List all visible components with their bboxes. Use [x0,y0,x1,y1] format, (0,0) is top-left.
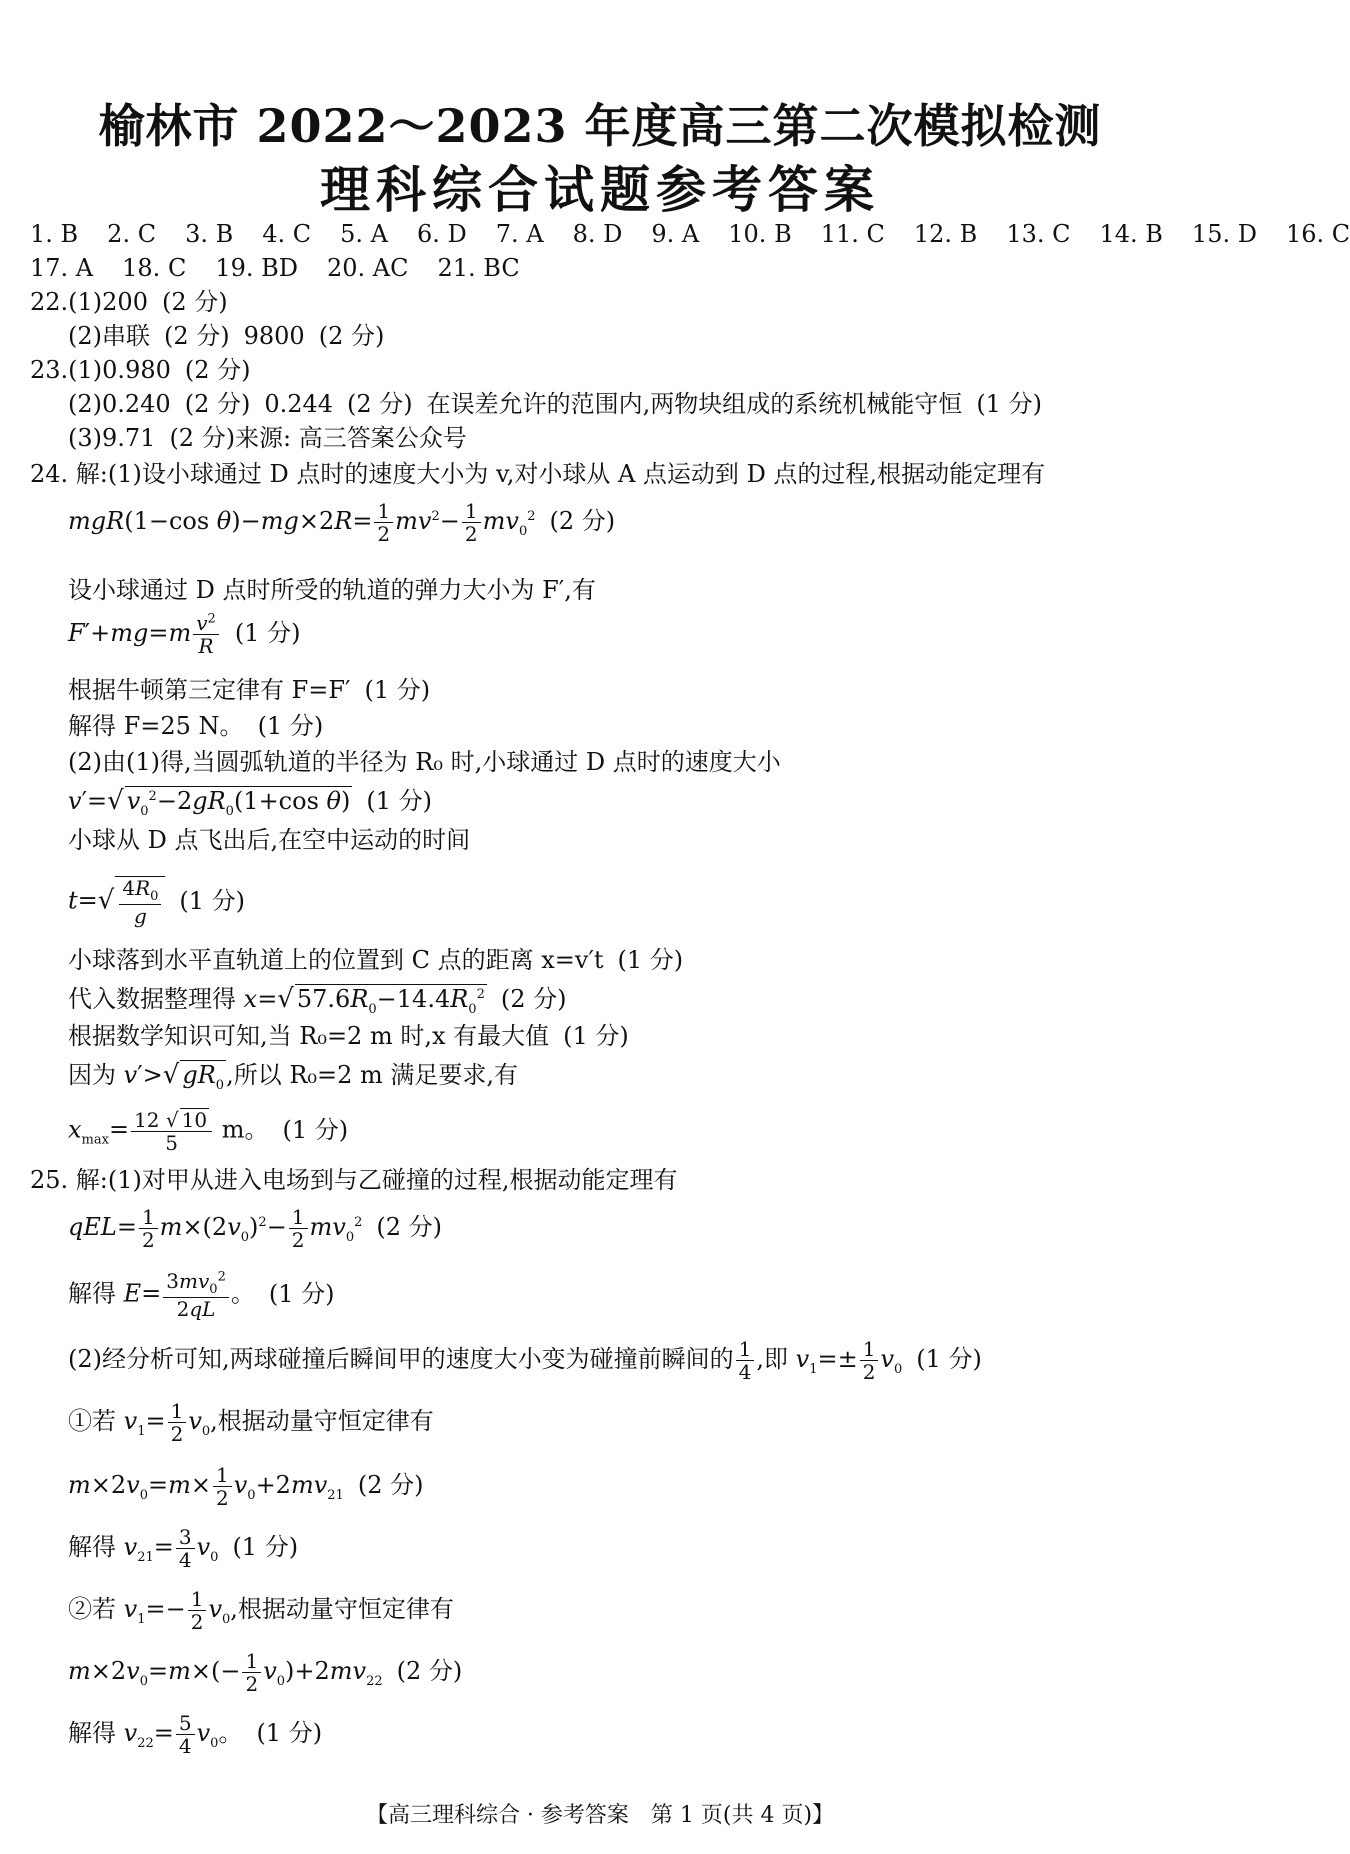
points: (2 分) [347,390,413,418]
q24-newton-text: 根据牛顿第三定律有 F=F′ [68,676,351,704]
fraction: $\frac{1}{2}$ [462,500,481,545]
source-note: 来源: 高三答案公众号 [235,424,467,452]
q24-distance-expression: 代入数据整理得 x=√ $57.6R_0-14.4R_0^2$ (2 分) [68,984,567,1017]
choice-answers-row-1 [30,220,1350,249]
q23-answer-2a: (2)0.240 [68,390,171,418]
q24-distance-text: 小球落到水平直轨道上的位置到 C 点的距离 x=v′t [68,946,604,974]
q25-case1-momentum: $m\times 2v_0=m\times$ $\frac{1}{2}$ $v_0+2mv_{21}$ (2 分) [68,1463,424,1510]
q25-solve-text: 解得 [68,1533,116,1561]
fraction: $\frac{1}{2}$ [139,1206,158,1251]
q24-condition: 因为 v′>√ $gR_0$,所以 R₀=2 m 满足要求,有 [68,1060,519,1093]
points: (2 分) [500,985,567,1013]
fraction: $\frac{v^2}{R}$ [193,612,219,657]
q23-conclusion: 在误差允许的范围内,两物块组成的系统机械能守恒 [426,390,963,418]
q24-because: 因为 [68,1061,116,1089]
fraction: $\frac{1}{2}$ [374,500,393,545]
q22-answer-1: 22.(1)200 [30,288,148,316]
points: (1 分) [364,676,431,704]
q24-velocity-equation: v′=√ $v_0^2-2gR_0(1+\cos$ θ) (1 分) [68,786,432,819]
exam-title: 榆林市 2022～2023 年度高三第二次模拟检测 [98,99,1102,153]
q24-substitution-text: 代入数据整理得 [68,985,236,1013]
q25-that-is: ,即 [756,1345,788,1373]
q25-intro: 25. 解:(1)对甲从进入电场到与乙碰撞的过程,根据动能定理有 [30,1166,678,1194]
points: (1 分) [268,1279,335,1308]
q24-newton-third [68,676,430,705]
fraction: $\frac{5}{4}$ [176,1712,195,1757]
points: (2 分) [184,356,251,384]
q23-answer-3: (3)9.71 [68,424,156,452]
q25-solve-text: 解得 [68,1279,116,1308]
q24-force-equation: F′+mg=m $\frac{v^2}{R}$ (1 分) [68,611,301,658]
q24-maximum-text: 根据数学知识可知,当 R₀=2 m 时,x 有最大值 [68,1022,550,1050]
q24-energy-equation: mgR(1−cos θ)−mg×2R= $\frac{1}{2}$ $mv^2-$ $\frac{1}{2}$ $mv_0^2$ (2 分) [68,499,616,546]
fraction: $\frac{3}{4}$ [176,1526,195,1571]
q23-part2 [68,390,1042,419]
fraction: $\frac{1}{4}$ [736,1338,755,1383]
q22-answer-2b: 9800 [243,322,305,350]
points: (2 分) [184,390,251,418]
q24-maximum [68,1022,629,1051]
choice-answer: 21. BC [437,254,520,282]
choice-answer: 19. BD [215,254,298,282]
q23-part3 [68,424,467,453]
q25-part2-intro: (2)经分析可知,两球碰撞后瞬间甲的速度大小变为碰撞前瞬间的 $\frac{1}{4}$ ,即 $v_1=\pm$ $\frac{1}{2}$ $v_0$ (1 分) [68,1337,982,1384]
q24-normal-force-setup: 设小球通过 D 点时所受的轨道的弹力大小为 F′,有 [68,576,596,604]
choice-answer: 3. B [185,220,234,248]
q23-answer-2b: 0.244 [264,390,334,418]
points: (1 分) [234,619,301,647]
fraction: $\frac{4R_0}{g}$ [119,877,161,927]
points: (2 分) [376,1213,443,1241]
q23-part1 [30,356,251,385]
q23-answer-1: 23.(1)0.980 [30,356,171,384]
q24-condition-text: ,所以 R₀=2 m 满足要求,有 [226,1061,519,1089]
points: (2 分) [318,322,385,350]
choice-answer: 6. D [416,220,467,248]
points: (2 分) [396,1657,463,1685]
points: (2 分) [357,1471,424,1499]
fraction: $\frac{1}{2}$ [242,1650,261,1695]
choice-answer: 9. A [651,220,700,248]
q25-case1-text: ,根据动量守恒定律有 [210,1407,434,1435]
points: (2 分) [169,424,236,452]
q25-field-result: 解得 E= $\frac{3mv_0^2}{2qL}$ 。 (1 分) [68,1269,335,1322]
q24-result-text: 解得 F=25 N。 [68,712,244,740]
q24-time-equation: t=√ $\frac{4R_0}{g}$ (1 分) [68,876,246,929]
points: (1 分) [282,1115,349,1144]
q24-flight-time-intro: 小球从 D 点飞出后,在空中运动的时间 [68,826,471,854]
choice-answer: 8. D [572,220,623,248]
choice-answer: 7. A [495,220,544,248]
points: (2 分) [549,507,616,535]
q25-case1-result: 解得 $v_{21}=$ $\frac{3}{4}$ $v_0$ (1 分) [68,1525,299,1572]
fraction: $\frac{1}{2}$ [289,1206,308,1251]
fraction: $\frac{1}{2}$ [213,1464,232,1509]
choice-answer: 15. D [1191,220,1257,248]
q24-max-distance: $x_{max}=$ $\frac{12 √ 10}{5}$ m。 (1 分) [68,1108,349,1155]
document-subtitle: 理科综合试题参考答案 [320,160,880,219]
points: (2 分) [164,322,230,350]
points: (1 分) [617,946,684,974]
points: (1 分) [256,1719,323,1747]
points: (1 分) [257,712,324,740]
points: (1 分) [366,787,432,815]
choice-answer: 12. B [913,220,978,248]
choice-answers-row-2 [30,254,549,283]
choice-answer: 1. B [30,220,79,248]
choice-answer: 4. C [262,220,312,248]
q22-part1 [30,288,228,317]
fraction: $\frac{1}{2}$ [168,1400,187,1445]
choice-answer: 18. C [122,254,187,282]
q22-answer-2: (2)串联 [68,322,150,350]
points: (1 分) [232,1533,299,1561]
choice-answer: 11. C [820,220,885,248]
q25-case2-label: ②若 [68,1595,116,1623]
fraction: $\frac{12 √ 10}{5}$ [131,1108,212,1154]
q25-case2-text: ,根据动量守恒定律有 [230,1595,454,1623]
unit: m。 [221,1115,269,1144]
choice-answer: 14. B [1099,220,1163,248]
q25-case1: ①若 $v_1=$ $\frac{1}{2}$ $v_0$,根据动量守恒定律有 [68,1399,434,1446]
q25-analysis-text: (2)经分析可知,两球碰撞后瞬间甲的速度大小变为碰撞前瞬间的 [68,1345,734,1373]
points: (1 分) [179,886,246,915]
fraction: $\frac{3mv_0^2}{2qL}$ [163,1270,229,1320]
fraction: $\frac{1}{2}$ [188,1588,207,1633]
choice-answer: 20. AC [327,254,409,282]
page-footer: 【高三理科综合 · 参考答案 第 1 页(共 4 页)】 [365,1803,835,1828]
points: (1 分) [563,1022,629,1050]
points: (1 分) [976,390,1042,418]
q24-intro: 24. 解:(1)设小球通过 D 点时的速度大小为 v,对小球从 A 点运动到 D 点的过程,根据动能定理有 [30,460,1046,488]
q25-solve-text: 解得 [68,1719,116,1747]
choice-answer: 17. A [30,254,94,282]
choice-answer: 13. C [1006,220,1071,248]
q25-case2: ②若 $v_1=-$ $\frac{1}{2}$ $v_0$,根据动量守恒定律有 [68,1587,454,1634]
q22-part2 [68,322,384,351]
choice-answer: 16. C [1285,220,1350,248]
q25-energy-equation: qEL= $\frac{1}{2}$ $m\times(2v_0)^2-$ $\frac{1}{2}$ $mv_0^2$ (2 分) [68,1205,443,1252]
choice-answer: 2. C [107,220,157,248]
q25-case2-momentum: $m\times 2v_0=m\times(-$ $\frac{1}{2}$ $v_0)+2mv_{22}$ (2 分) [68,1649,463,1696]
points: (2 分) [161,288,228,316]
q25-case1-label: ①若 [68,1407,116,1435]
q24-distance [68,946,683,975]
choice-answer: 5. A [340,220,388,248]
q24-part2-intro: (2)由(1)得,当圆弧轨道的半径为 R₀ 时,小球通过 D 点时的速度大小 [68,748,781,776]
q25-case2-result: 解得 $v_{22}=$ $\frac{5}{4}$ $v_0$。 (1 分) [68,1711,323,1758]
fraction: $\frac{1}{2}$ [860,1338,879,1383]
choice-answer: 10. B [728,220,792,248]
q24-result-force [68,712,323,741]
points: (1 分) [916,1345,982,1373]
